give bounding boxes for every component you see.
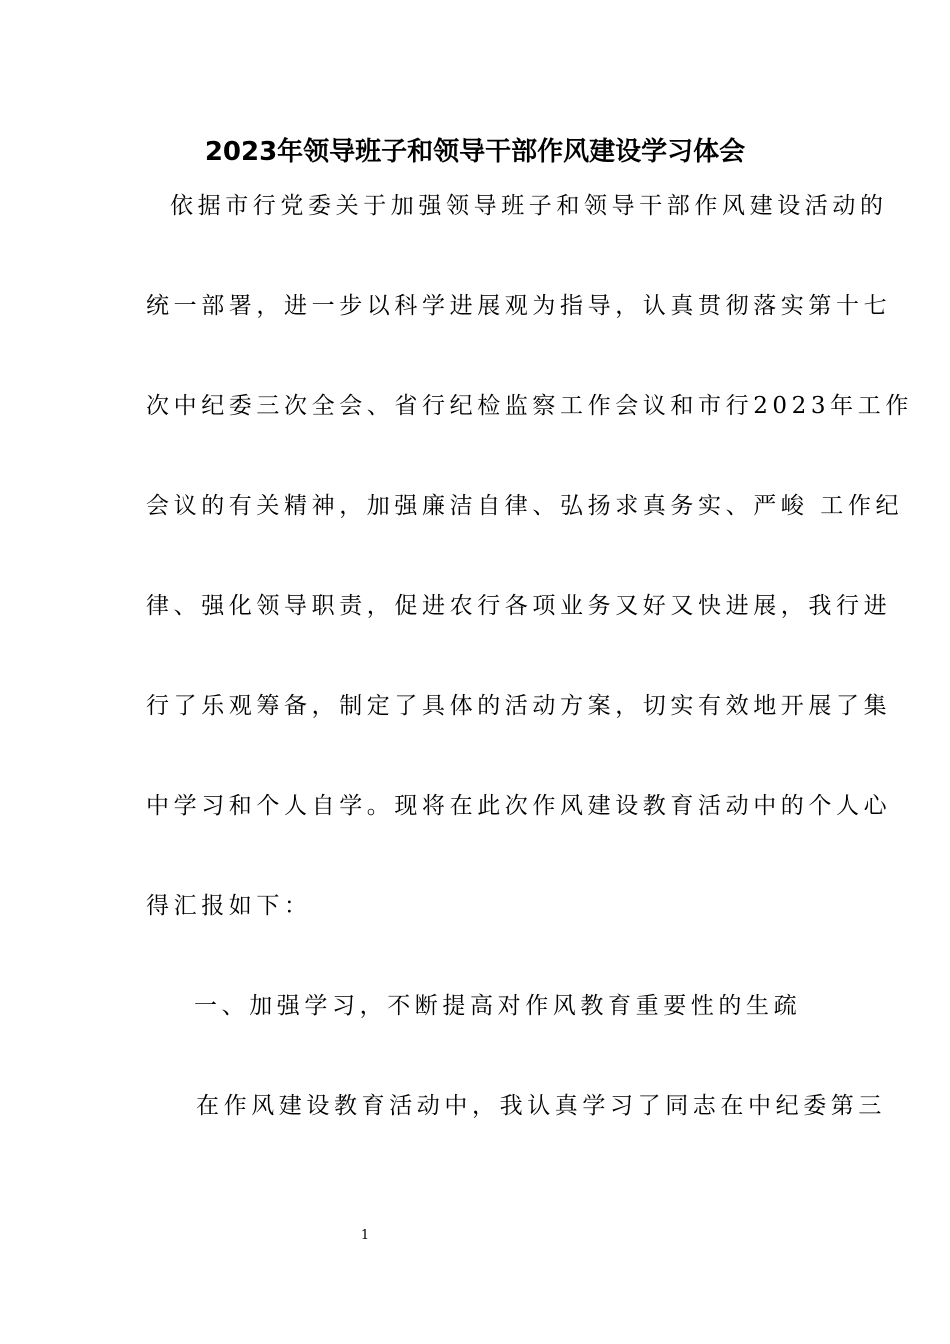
document-title: 2023年领导班子和领导干部作风建设学习体会 [204,137,746,167]
section-heading: 一、加强学习，不断提高对作风教育重要性的生疏 [194,993,802,1019]
paragraph-line-8: 得汇报如下： [146,893,312,919]
paragraph-line-4: 会议的有关精神，加强廉洁自律、弘扬求真务实、严峻 工作纪 [146,493,904,519]
paragraph-line-3: 次中纪委三次全会、省行纪检监察工作会议和市行2023年工作 [146,393,913,419]
paragraph-line-1: 依据市行党委关于加强领导班子和领导干部作风建设活动的 [170,193,888,219]
paragraph-line-2: 统一部署，进一步以科学进展观为指导，认真贯彻落实第十七 [146,293,892,319]
paragraph-line-5: 律、强化领导职责，促进农行各项业务又好又快进展，我行进 [146,593,892,619]
paragraph-line-10: 在作风建设教育活动中，我认真学习了同志在中纪委第三 [196,1093,886,1119]
paragraph-line-6: 行了乐观筹备，制定了具体的活动方案，切实有效地开展了集 [146,693,892,719]
page-number: 1 [360,1228,370,1243]
paragraph-line-7: 中学习和个人自学。现将在此次作风建设教育活动中的个人心 [146,793,892,819]
